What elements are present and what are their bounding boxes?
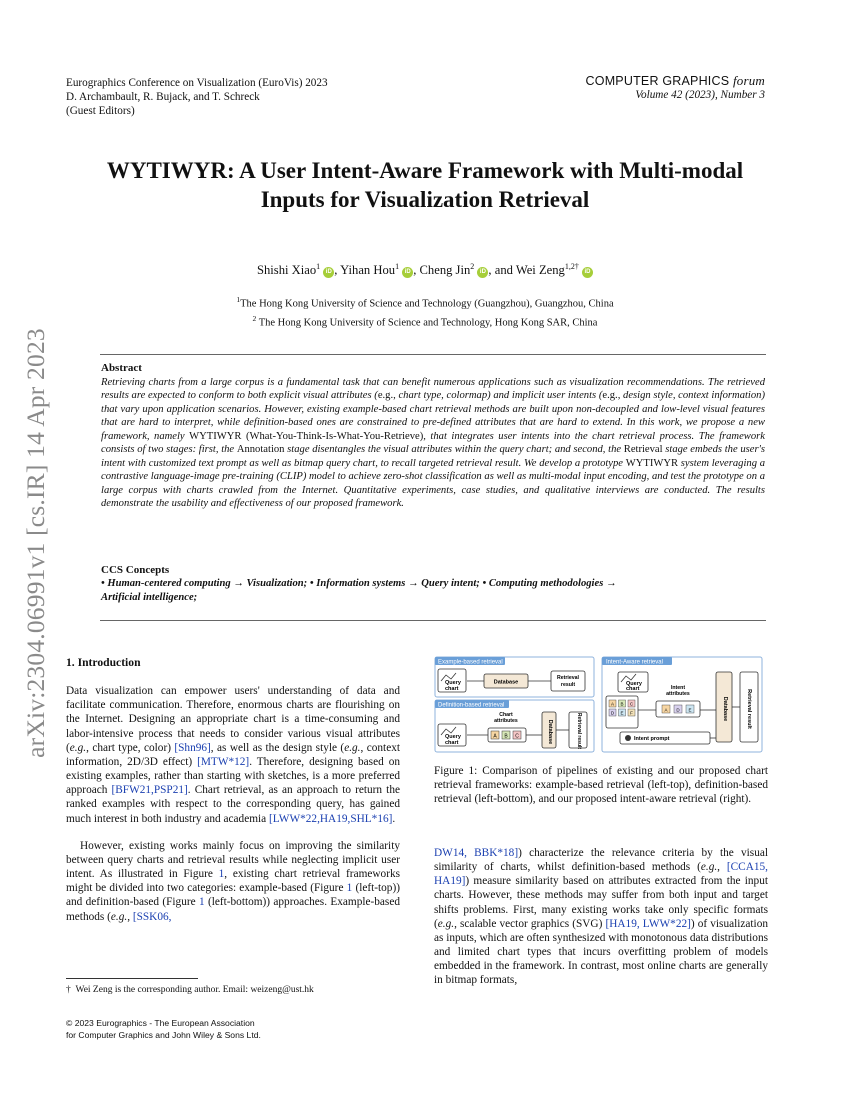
svg-text:E: E [620, 710, 624, 716]
orcid-icon[interactable]: iD [323, 267, 334, 278]
footnote: † Wei Zeng is the corresponding author. Email: weizeng@ust.hk [66, 985, 314, 995]
citation-link[interactable]: [CCA15, HA19] [434, 861, 768, 888]
editors: D. Archambault, R. Bujack, and T. Schreck [66, 91, 260, 103]
citation-link[interactable]: [MTW*12] [197, 755, 250, 768]
svg-text:D: D [610, 710, 615, 716]
svg-text:attributes: attributes [666, 691, 690, 697]
right-column [434, 846, 768, 988]
svg-text:Database: Database [722, 696, 728, 722]
running-header-left [66, 76, 328, 118]
guest-editors: (Guest Editors) [66, 105, 135, 117]
footnote-rule [66, 978, 198, 979]
svg-text:F: F [630, 710, 633, 716]
ccs-concepts [101, 563, 765, 605]
abstract-top-rule [100, 354, 766, 355]
svg-text:Retrieval result: Retrieval result [576, 712, 582, 750]
journal-volume: Volume 42 (2023), Number 3 [635, 89, 765, 101]
svg-text:E: E [688, 707, 692, 713]
figure-caption: Figure 1: Comparison of pipelines of existing and our proposed chart retrieval frameworks: example-based retrieval (left-top), definition-based retrieval (left-bottom), and our proposed intent-aware retrieval (right). [434, 765, 768, 806]
svg-text:Intent prompt: Intent prompt [634, 736, 670, 742]
paragraph: However, existing works mainly focus on improving the similarity between query charts and retrieval results while neglecting implicit user intent. As illustrated in Figure 1, existing chart retrieval frameworks might be divided into two categories: example-based (Figure 1 (left-top)) and definition-based (Figure 1 (left-bottom)) approaches. Example-based methods (e.g., [SSK06, [66, 839, 401, 923]
svg-text:result: result [560, 682, 576, 688]
author: Shishi Xiao$^1$ iD , [257, 262, 338, 278]
abstract-bottom-rule [100, 620, 766, 621]
abstract-text: Retrieving charts from a large corpus is a fundamental task that can benefit numerous applications such as visualization recommendations. The retrieved results are expected to conform to both explicit visual attributes (e.g., chart type, colormap) and implicit user intents (e.g., design style, context information) that vary upon application scenarios. However, existing example-based chart retrieval methods are built upon non-decoupled and low-level visual features that are hard to interpret, while definition-based ones are constrained to pre-defined attributes that are hard to extend. In this work, we propose a new framework, namely WYTIWYR (What-You-Think-Is-What-You-Retrieve), that integrates user intents into the chart retrieval process. The framework consists of two stages: first, the Annotation stage disentangles the visual attributes within the query chart; and second, the Retrieval stage embeds the user's intent with customized text prompt as well as bitmap query chart, to recall targeted retrieval result. We develop a prototype WYTIWYR system leveraging a contrastive language-image pre-training (CLIP) model to achieve zero-shot classification as well as multi-modal input encoding, and test the prototype on a large corpus with charts crawled from the Internet. Quantitative experiments, case studies, and qualitative interviews are conducted. The results demonstrate the usability and effectiveness of our proposed framework. [101, 376, 765, 509]
citation-link[interactable]: [SSK06, [132, 910, 172, 923]
svg-text:Query: Query [626, 681, 642, 687]
svg-text:Query: Query [445, 734, 461, 740]
svg-text:Chart: Chart [499, 712, 513, 718]
query-chart-label: Query [445, 680, 461, 686]
svg-text:Intent: Intent [670, 685, 686, 691]
ccs-line: Artificial intelligence; [101, 592, 198, 603]
panel-title: Example-based retrieval [438, 659, 503, 666]
section-heading: 1. Introduction [66, 656, 141, 669]
arxiv-identifier[interactable] [10, 298, 62, 788]
figure-link[interactable]: 1 [218, 868, 225, 881]
journal-name: COMPUTER GRAPHICS forum [585, 73, 765, 88]
author: Cheng Jin$^2$ iD , [419, 262, 492, 278]
svg-text:chart: chart [445, 740, 459, 746]
author: and Wei Zeng$^{1,2\dagger}$ iD [495, 263, 593, 277]
ccs-heading: CCS Concepts [101, 564, 170, 576]
abstract-heading: Abstract [101, 362, 142, 374]
arxiv-identifier-text[interactable]: arXiv:2304.06991v1 [cs.IR] 14 Apr 2023 [21, 328, 50, 758]
citation-link[interactable]: [HA19, LWW*22] [605, 917, 691, 930]
orcid-icon[interactable]: iD [477, 267, 488, 278]
svg-text:A: A [664, 707, 668, 713]
paragraph: Data visualization can empower users' understanding of data and facilitate communication. Therefore, enormous charts are flourishing on the Internet. Designing an appropriate chart is a time-consuming and labor-intensive process that needs to consider various visual attributes (e.g., chart type, color) [Shn96], as well as the design style (e.g., context information, 2D/3D effect) [MTW*12]. Therefore, designing based on existing examples, rather than starting with sketches, is a more preferred approach [BFW21,PSP21]. Chart retrieval, as an approach to return the ranked examples with respect to the corresponding query, has gained much interest in both industry and academia [LWW*22,HA19,SHL*16]. [66, 685, 401, 825]
citation-link[interactable]: DW14, BBK*18] [434, 847, 519, 859]
paper-title: WYTIWYR: A User Intent-Aware Framework with Multi-modal Inputs for Visualization Retrieval [106, 158, 744, 212]
affiliations [66, 293, 784, 330]
svg-text:Database: Database [547, 719, 553, 745]
svg-text:chart: chart [445, 686, 459, 692]
svg-text:B: B [620, 701, 624, 707]
affiliation: $^1$The Hong Kong University of Science and Technology (Guangzhou), Guangzhou, China [236, 295, 614, 310]
ccs-line: • Human-centered computing → Visualization; • Information systems → Query intent; • Computing methodologies → [101, 578, 617, 589]
affiliation: $^2$ The Hong Kong University of Science and Technology, Hong Kong SAR, China [252, 313, 598, 328]
copyright-notice: © 2023 Eurographics - The European Association for Computer Graphics and John Wiley & Sons Ltd. [66, 1018, 261, 1040]
author: Yihan Hou$^1$ iD , [340, 262, 417, 278]
citation-link[interactable]: [Shn96] [174, 741, 211, 754]
svg-text:C: C [629, 701, 634, 707]
svg-text:A: A [610, 701, 615, 707]
orcid-icon[interactable]: iD [402, 267, 413, 278]
citation-link[interactable]: [LWW*22,HA19,SHL*16] [268, 812, 393, 825]
svg-text:Retrieval result: Retrieval result [746, 689, 752, 729]
svg-text:chart: chart [626, 686, 640, 692]
figure-link[interactable]: 1 [346, 882, 353, 895]
svg-text:attributes: attributes [494, 718, 518, 724]
panel-title: Intent-Aware retrieval [606, 659, 663, 666]
citation-link[interactable]: [BFW21,PSP21] [111, 784, 188, 797]
svg-text:C: C [515, 733, 519, 740]
panel-title: Definition-based retrieval [438, 702, 505, 709]
abstract [101, 362, 765, 511]
figure-1 [434, 652, 764, 754]
svg-text:D: D [676, 707, 680, 713]
conference-name: Eurographics Conference on Visualization (EuroVis) 2023 [66, 77, 328, 89]
svg-text:B: B [504, 733, 508, 740]
svg-text:Retrieval: Retrieval [557, 675, 579, 681]
figure-link[interactable]: 1 [198, 896, 205, 909]
author-list [66, 262, 784, 278]
retrieval-result-box [551, 671, 585, 691]
orcid-icon[interactable]: iD [582, 267, 593, 278]
running-header-right [586, 74, 765, 102]
left-column [66, 656, 400, 924]
svg-text:A: A [493, 733, 497, 740]
svg-text:Database: Database [493, 679, 519, 686]
paragraph: DW14, BBK*18]) characterize the relevance criteria by the visual similarity of charts, whilst definition-based methods (e.g., [CCA15, HA19]) measure similarity based on attributes extracted from the input charts. However, these methods may suffer from both input and target shifts problems. First, many existing works take only specific formats (e.g., scalable vector graphics (SVG) [HA19, LWW*22]) of visualization as inputs, which are often synthesized with monotonous data distributions and limited chart types that incurs overfitting problem of models embedded in the framework. In contrast, most online charts are generally in bitmap formats, [434, 847, 769, 987]
